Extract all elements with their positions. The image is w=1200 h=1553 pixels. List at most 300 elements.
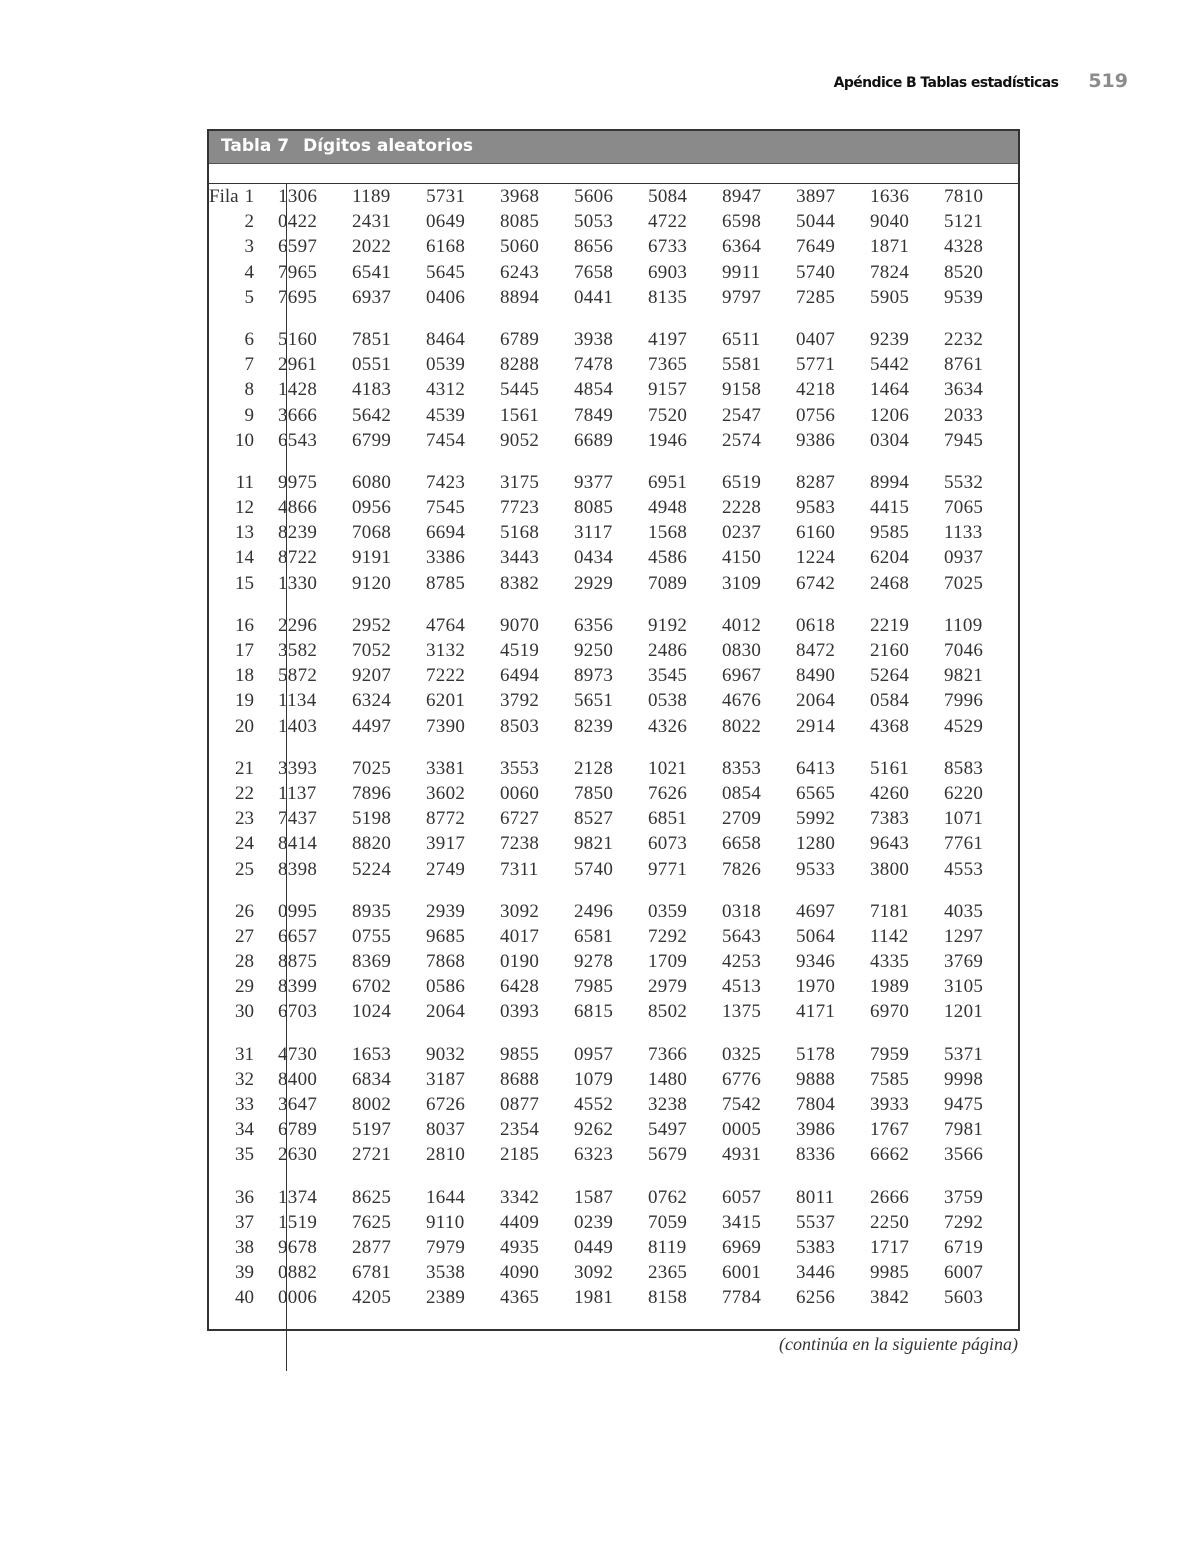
table-cell: 9998 [944, 1068, 984, 1090]
row-label [209, 234, 264, 259]
table-cell: 4328 [944, 236, 984, 258]
table-cell: 4183 [352, 379, 392, 401]
table-cell: 2232 [944, 328, 984, 350]
table-cell: 6658 [722, 833, 762, 855]
table-cell: 9821 [574, 833, 614, 855]
table-cell: 0060 [500, 782, 540, 804]
table-cell: 8399 [278, 976, 318, 998]
table-cell: 7311 [500, 858, 539, 880]
row-number: 22 [235, 782, 254, 804]
table-cell: 9797 [722, 286, 762, 308]
table-cell: 6323 [574, 1144, 614, 1166]
table-cell: 1306 [278, 186, 318, 207]
table-cell: 6565 [796, 782, 836, 804]
row-cells [264, 663, 1018, 688]
table-cell: 7383 [870, 808, 910, 830]
table-row [209, 1260, 1018, 1285]
table-cell: 5224 [352, 858, 392, 880]
table-cell: 0586 [426, 976, 466, 998]
row-number: 18 [235, 665, 254, 687]
row-group [209, 184, 1018, 310]
table-row [209, 613, 1018, 638]
table-cell: 8820 [352, 833, 392, 855]
table-cell: 6324 [352, 690, 392, 712]
table-row [209, 1235, 1018, 1260]
table-cell: 6160 [796, 522, 836, 544]
row-cells [264, 1067, 1018, 1092]
row-number: 32 [235, 1068, 254, 1090]
table-cell: 7850 [574, 782, 614, 804]
table-cell: 8119 [648, 1236, 687, 1258]
table-cell: 3792 [500, 690, 540, 712]
table-row [209, 831, 1018, 856]
row-label [209, 403, 264, 428]
row-label [209, 1210, 264, 1235]
table-cell: 3117 [574, 522, 613, 544]
row-number: 2 [244, 211, 254, 233]
row-label [209, 1042, 264, 1067]
table-cell: 8785 [426, 572, 466, 594]
table-cell: 7542 [722, 1094, 762, 1115]
table-cell: 0318 [722, 900, 762, 922]
row-number: 7 [244, 354, 254, 376]
table-cell: 4497 [352, 715, 392, 737]
table-cell: 0937 [944, 547, 984, 569]
table-cell: 7626 [648, 782, 688, 804]
row-label [209, 1142, 264, 1167]
table-cell: 3769 [944, 951, 984, 973]
table-row [209, 285, 1018, 310]
row-cells [264, 806, 1018, 831]
table-cell: 8085 [574, 497, 614, 519]
table-cell: 1206 [870, 404, 910, 426]
table-cell: 1375 [722, 1001, 762, 1023]
table-cell: 8625 [352, 1186, 392, 1208]
table-cell: 4171 [796, 1001, 836, 1023]
table-cell: 7965 [278, 261, 318, 283]
table-row [209, 352, 1018, 377]
table-cell: 8336 [796, 1144, 836, 1166]
row-label [209, 899, 264, 924]
table-cell: 6001 [722, 1262, 762, 1284]
table-cell: 4150 [722, 547, 762, 569]
row-cells [264, 520, 1018, 545]
table-cell: 9643 [870, 833, 910, 855]
table-cell: 8002 [352, 1094, 392, 1115]
row-group [209, 327, 1018, 453]
table-cell: 8875 [278, 951, 318, 973]
table-cell: 5642 [352, 404, 392, 426]
table-cell: 2354 [500, 1119, 540, 1141]
row-label [209, 806, 264, 831]
row-cells [264, 470, 1018, 495]
table-cell: 0393 [500, 1001, 540, 1023]
row-label [209, 688, 264, 713]
table-cell: 4253 [722, 951, 762, 973]
table-cell: 7520 [648, 404, 688, 426]
table-cell: 4513 [722, 976, 762, 998]
table-cell: 9377 [574, 471, 614, 493]
table-cell: 7996 [944, 690, 984, 712]
table-cell: 4948 [648, 497, 688, 519]
table-cell: 0755 [352, 925, 392, 947]
table-cell: 4539 [426, 404, 466, 426]
table-cell: 8772 [426, 808, 466, 830]
table-cell: 8398 [278, 858, 318, 880]
table-cell: 6781 [352, 1262, 392, 1284]
table-cell: 6702 [352, 976, 392, 998]
table-cell: 1189 [352, 186, 391, 207]
table-row [209, 1142, 1018, 1167]
table-cell: 6903 [648, 261, 688, 283]
table-cell: 6789 [278, 1119, 318, 1141]
table-cell: 3986 [796, 1119, 836, 1141]
table-cell: 2574 [722, 429, 762, 451]
table-cell: 1280 [796, 833, 836, 855]
row-number: 17 [235, 640, 254, 661]
table-cell: 0304 [870, 429, 910, 451]
table-cell: 0359 [648, 900, 688, 922]
table-cell: 3933 [870, 1094, 910, 1115]
row-cells [264, 1210, 1018, 1235]
table-cell: 7478 [574, 354, 614, 376]
table-cell: 8520 [944, 261, 984, 283]
row-number: 33 [235, 1094, 254, 1115]
table-cell: 3602 [426, 782, 466, 804]
table-cell: 1946 [648, 429, 688, 451]
table-cell: 1767 [870, 1119, 910, 1141]
table-cell: 0441 [574, 286, 614, 308]
table-cell: 9191 [352, 547, 392, 569]
table-cell: 2979 [648, 976, 688, 998]
table-cell: 7761 [944, 833, 984, 855]
row-number: 28 [235, 951, 254, 973]
table-row [209, 545, 1018, 570]
table-cell: 2721 [352, 1144, 392, 1166]
table-cell: 1709 [648, 951, 688, 973]
table-cell: 3092 [574, 1262, 614, 1284]
table-cell: 4012 [722, 614, 762, 636]
row-cells [264, 234, 1018, 259]
table-row [209, 1042, 1018, 1067]
table-row [209, 1117, 1018, 1142]
table-cell: 5532 [944, 471, 984, 493]
table-cell: 7222 [426, 665, 466, 687]
table-cell: 1403 [278, 715, 318, 737]
row-number: 24 [235, 833, 254, 855]
table-cell: 8527 [574, 808, 614, 830]
row-cells [264, 899, 1018, 924]
table-cell: 0237 [722, 522, 762, 544]
row-cells [264, 184, 1018, 209]
table-cell: 2877 [352, 1236, 392, 1258]
table-cell: 5905 [870, 286, 910, 308]
table-cell: 8158 [648, 1287, 688, 1309]
table-cell: 6776 [722, 1068, 762, 1090]
table-cell: 3842 [870, 1287, 910, 1309]
table-cell: 3415 [722, 1211, 762, 1233]
table-cell: 8288 [500, 354, 540, 376]
table-cell: 0995 [278, 900, 318, 922]
table-cell: 4415 [870, 497, 910, 519]
table-cell: 7292 [648, 925, 688, 947]
table-cell: 6951 [648, 471, 688, 493]
table-cell: 2064 [426, 1001, 466, 1023]
table-cell: 6834 [352, 1068, 392, 1090]
table-cell: 8503 [500, 715, 540, 737]
table-cell: 1297 [944, 925, 984, 947]
table-cell: 3187 [426, 1068, 466, 1090]
table-cell: 1142 [870, 925, 909, 947]
table-cell: 5679 [648, 1144, 688, 1166]
table-cell: 3566 [944, 1144, 984, 1166]
table-cell: 1464 [870, 379, 910, 401]
row-cells [264, 352, 1018, 377]
table-cell: 8472 [796, 640, 836, 661]
table-cell: 0190 [500, 951, 540, 973]
row-number: 37 [235, 1211, 254, 1233]
row-number: 14 [235, 547, 254, 569]
table-cell: 5731 [426, 186, 466, 207]
table-cell: 9052 [500, 429, 540, 451]
table-cell: 2033 [944, 404, 984, 426]
row-number: 36 [235, 1186, 254, 1208]
table-cell: 5771 [796, 354, 836, 376]
row-number: 11 [235, 471, 254, 493]
table-cell: 0854 [722, 782, 762, 804]
table-cell: 1519 [278, 1211, 318, 1233]
table-cell: 5198 [352, 808, 392, 830]
table-cell: 3800 [870, 858, 910, 880]
table-cell: 9192 [648, 614, 688, 636]
row-label [209, 756, 264, 781]
row-cells [264, 377, 1018, 402]
table-cell: 5992 [796, 808, 836, 830]
table-cell: 1568 [648, 522, 688, 544]
table-cell: 0239 [574, 1211, 614, 1233]
table-cell: 2749 [426, 858, 466, 880]
table-cell: 3634 [944, 379, 984, 401]
table-row [209, 1285, 1018, 1310]
table-cell: 6789 [500, 328, 540, 350]
table-cell: 6256 [796, 1287, 836, 1309]
row-cells [264, 688, 1018, 713]
row-number: 21 [235, 757, 254, 779]
table-cell: 4260 [870, 782, 910, 804]
table-cell: 6543 [278, 429, 318, 451]
row-label [209, 638, 264, 663]
table-cell: 0756 [796, 404, 836, 426]
row-cells [264, 428, 1018, 453]
table-cell: 2468 [870, 572, 910, 594]
row-label [209, 352, 264, 377]
table-cell: 7851 [352, 328, 392, 350]
table-cell: 3386 [426, 547, 466, 569]
table-cell: 4090 [500, 1262, 540, 1284]
table-cell: 2431 [352, 211, 392, 233]
table-cell: 5121 [944, 211, 984, 233]
table-row [209, 470, 1018, 495]
table-cell: 5740 [574, 858, 614, 880]
table-cell: 8037 [426, 1119, 466, 1141]
row-label [209, 974, 264, 999]
row-cells [264, 285, 1018, 310]
table-cell: 7292 [944, 1211, 984, 1233]
table-cell: 9583 [796, 497, 836, 519]
table-cell: 5084 [648, 186, 688, 207]
table-cell: 0406 [426, 286, 466, 308]
table-cell: 0762 [648, 1186, 688, 1208]
row-number: 31 [235, 1043, 254, 1065]
table-row [209, 327, 1018, 352]
table-cell: 5060 [500, 236, 540, 258]
table-cell: 7868 [426, 951, 466, 973]
running-head-section: Apéndice B Tablas estadísticas [833, 75, 1059, 91]
table-cell: 6519 [722, 471, 762, 493]
table-cell: 6243 [500, 261, 540, 283]
table-row [209, 688, 1018, 713]
table-cell: 3381 [426, 757, 466, 779]
table-cell: 6719 [944, 1236, 984, 1258]
table-cell: 5537 [796, 1211, 836, 1233]
table-cell: 4409 [500, 1211, 540, 1233]
table-cell: 7025 [352, 757, 392, 779]
row-number: 39 [235, 1262, 254, 1284]
row-group [209, 899, 1018, 1025]
table-cell: 6969 [722, 1236, 762, 1258]
table-cell: 8085 [500, 211, 540, 233]
table-cell: 6703 [278, 1001, 318, 1023]
table-cell: 4017 [500, 925, 540, 947]
table-cell: 4931 [722, 1144, 762, 1166]
table-cell: 7065 [944, 497, 984, 519]
table-cell: 1587 [574, 1186, 614, 1208]
row-number: 27 [235, 925, 254, 947]
table-cell: 7365 [648, 354, 688, 376]
table-cell: 7723 [500, 497, 540, 519]
table-row [209, 663, 1018, 688]
table-cell: 3553 [500, 757, 540, 779]
table-cell: 5053 [574, 211, 614, 233]
table-cell: 9346 [796, 951, 836, 973]
table-cell: 3545 [648, 665, 688, 687]
row-cells [264, 1142, 1018, 1167]
table-row [209, 184, 1018, 209]
table-cell: 1201 [944, 1001, 984, 1023]
table-cell: 8400 [278, 1068, 318, 1090]
table-cell: 2128 [574, 757, 614, 779]
table-row [209, 1210, 1018, 1235]
table-cell: 9539 [944, 286, 984, 308]
table-cell: 6204 [870, 547, 910, 569]
table-cell: 3647 [278, 1094, 318, 1115]
table-cell: 7423 [426, 471, 466, 493]
table-row [209, 1067, 1018, 1092]
row-number: 9 [244, 404, 254, 426]
table-cell: 7985 [574, 976, 614, 998]
table-cell: 5197 [352, 1119, 392, 1141]
table-cell: 1137 [278, 782, 317, 804]
table-cell: 2666 [870, 1186, 910, 1208]
table-cell: 9278 [574, 951, 614, 973]
table-cell: 1134 [278, 690, 317, 712]
table-cell: 7059 [648, 1211, 688, 1233]
row-number: 29 [235, 976, 254, 998]
table-cell: 4730 [278, 1043, 318, 1065]
table-cell: 8135 [648, 286, 688, 308]
table-row [209, 234, 1018, 259]
table-cell: 2389 [426, 1287, 466, 1309]
table-cell: 1480 [648, 1068, 688, 1090]
table-cell: 5606 [574, 186, 614, 207]
row-number: 3 [244, 236, 254, 258]
table-cell: 0956 [352, 497, 392, 519]
table-row [209, 260, 1018, 285]
row-number: 6 [244, 328, 254, 350]
table-cell: 9386 [796, 429, 836, 451]
table-cell: 6937 [352, 286, 392, 308]
row-group [209, 1185, 1018, 1311]
row-label [209, 714, 264, 739]
row-number: 10 [235, 429, 254, 451]
table-cell: 9911 [722, 261, 761, 283]
table-cell: 2185 [500, 1144, 540, 1166]
table-cell: 4035 [944, 900, 984, 922]
table-cell: 2952 [352, 614, 392, 636]
table-cell: 7810 [944, 186, 984, 207]
table-cell: 3092 [500, 900, 540, 922]
table-cell: 4552 [574, 1094, 614, 1115]
table-cell: 6598 [722, 211, 762, 233]
table-cell: 7052 [352, 640, 392, 661]
table-cell: 1021 [648, 757, 688, 779]
table-cell: 7896 [352, 782, 392, 804]
table-cell: 9475 [944, 1094, 984, 1115]
table-cell: 5383 [796, 1236, 836, 1258]
table-cell: 1981 [574, 1287, 614, 1309]
row-cells [264, 999, 1018, 1024]
table-cell: 4326 [648, 715, 688, 737]
row-label [209, 1185, 264, 1210]
table-cell: 6694 [426, 522, 466, 544]
table-cell: 8722 [278, 547, 318, 569]
table-cell: 2296 [278, 614, 318, 636]
table-cell: 8583 [944, 757, 984, 779]
row-number: 20 [235, 715, 254, 737]
row-label [209, 428, 264, 453]
table-cell: 0422 [278, 211, 318, 233]
random-digits-table [207, 129, 1020, 1331]
row-label [209, 184, 264, 209]
table-cell: 6657 [278, 925, 318, 947]
row-label [209, 1067, 264, 1092]
row-label [209, 327, 264, 352]
row-group [209, 470, 1018, 596]
row-label [209, 1092, 264, 1117]
table-cell: 5651 [574, 690, 614, 712]
table-cell: 8022 [722, 715, 762, 737]
table-cell: 6413 [796, 757, 836, 779]
row-number: 35 [235, 1144, 254, 1166]
table-cell: 5603 [944, 1287, 984, 1309]
row-number: 13 [235, 522, 254, 544]
table-cell: 7625 [352, 1211, 392, 1233]
table-cell: 3105 [944, 976, 984, 998]
table-cell: 8894 [500, 286, 540, 308]
row-label [209, 260, 264, 285]
table-cell: 9821 [944, 665, 984, 687]
row-cells [264, 781, 1018, 806]
